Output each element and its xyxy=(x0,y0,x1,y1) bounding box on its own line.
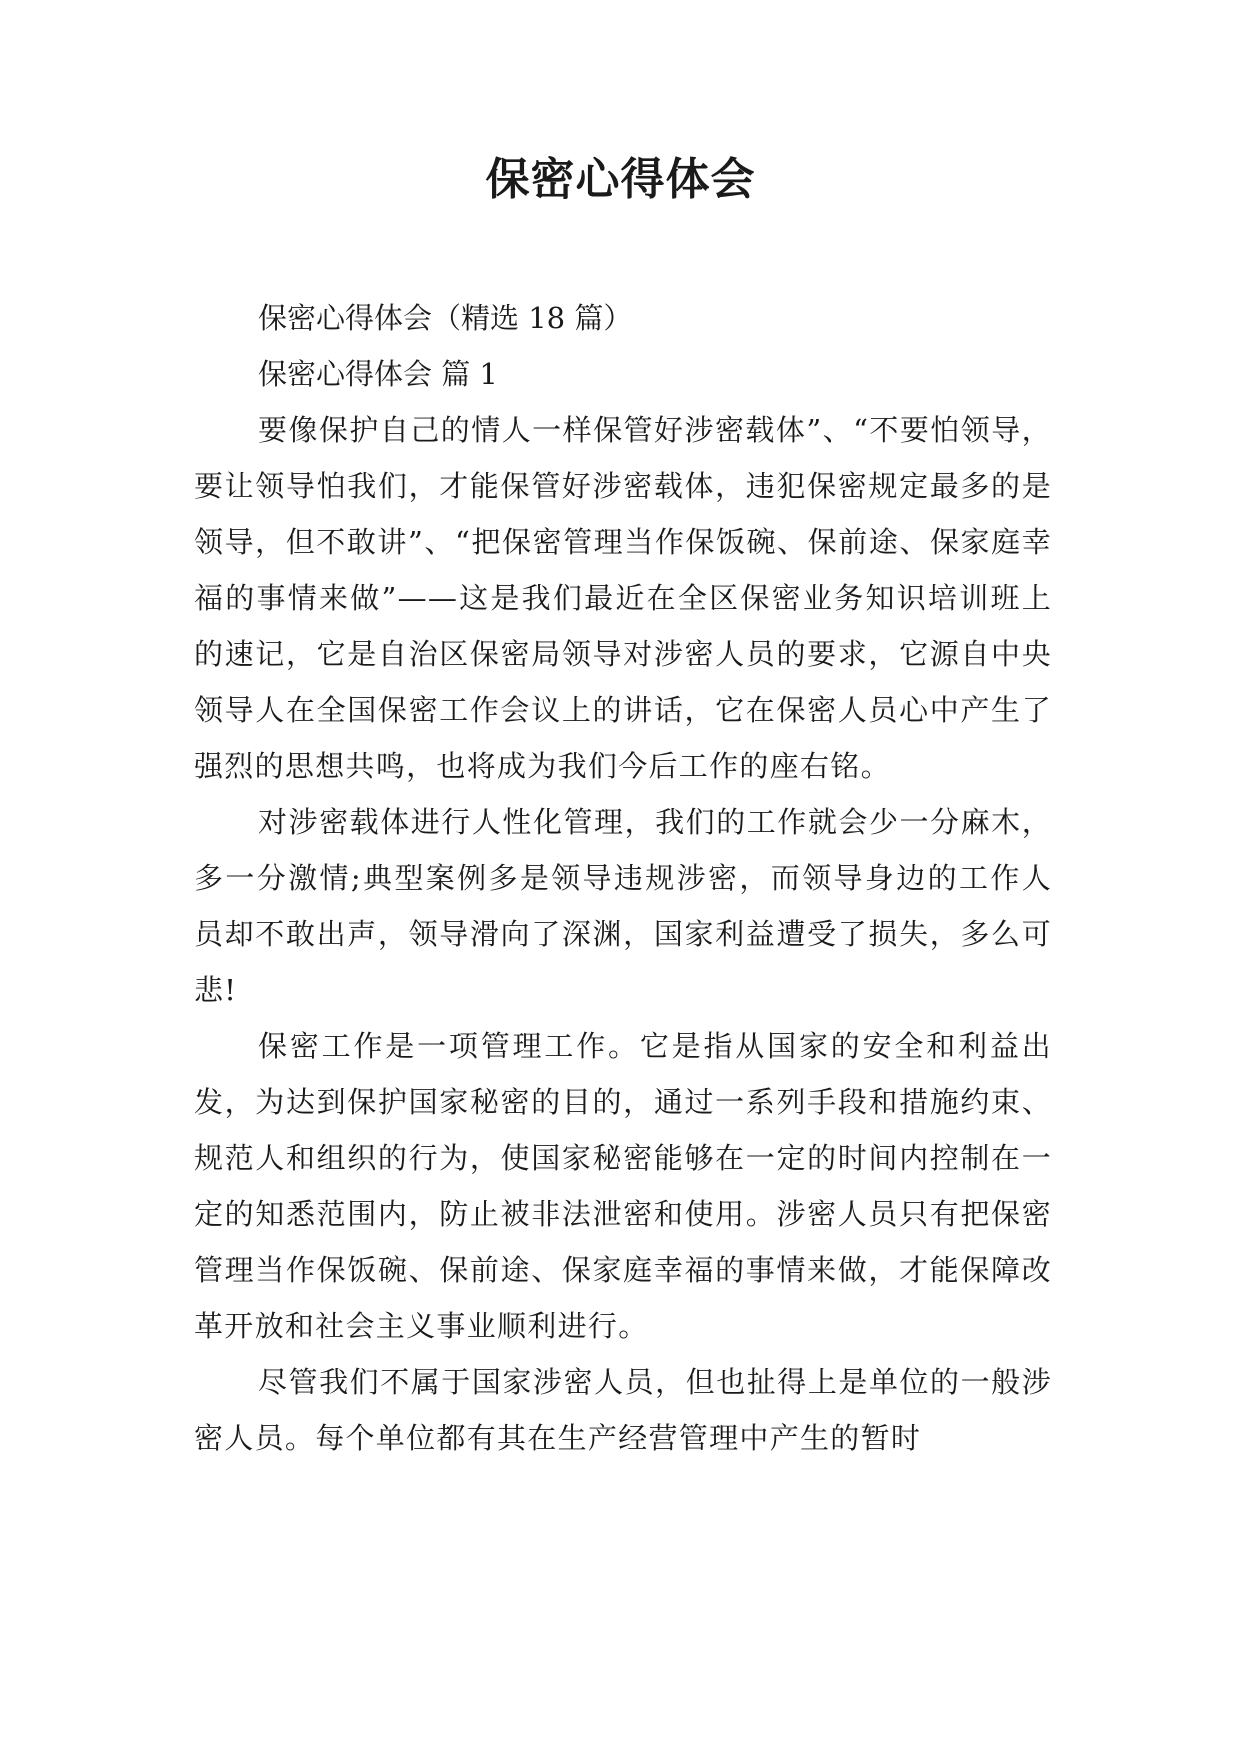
section-heading: 保密心得体会 篇 1 xyxy=(258,357,498,391)
document-subtitle: 保密心得体会（精选 18 篇） xyxy=(258,301,633,335)
body-paragraph-1: 要像保护自己的情人一样保管好涉密载体”、“不要怕领导，要让领导怕我们，才能保管好涉密载体，违犯保密规定最多的是领导，但不敢讲”、“把保密管理当作保饭碗、保前途、保家庭幸福的事情来做”——这是我们最近在全区保密业务知识培训班上的速记，它是自治区保密局领导对涉密人员的要求，它源自中央领导人在全国保密工作会议上的讲话，它在保密人员心中产生了强烈的思想共鸣，也将成为我们今后工作的座右铭。 xyxy=(194,413,1052,783)
document-body xyxy=(194,290,1052,1466)
body-paragraph-4: 尽管我们不属于国家涉密人员，但也扯得上是单位的一般涉密人员。每个单位都有其在生产经营管理中产生的暂时 xyxy=(194,1365,1052,1455)
body-paragraph-2: 对涉密载体进行人性化管理，我们的工作就会少一分麻木，多一分激情;典型案例多是领导违规涉密，而领导身边的工作人员却不敢出声，领导滑向了深渊，国家利益遭受了损失，多么可悲! xyxy=(194,805,1052,1007)
body-paragraph-3: 保密工作是一项管理工作。它是指从国家的安全和利益出发，为达到保护国家秘密的目的，通过一系列手段和措施约束、规范人和组织的行为，使国家秘密能够在一定的时间内控制在一定的知悉范围内，防止被非法泄密和使用。涉密人员只有把保密管理当作保饭碗、保前途、保家庭幸福的事情来做，才能保障改革开放和社会主义事业顺利进行。 xyxy=(194,1029,1052,1343)
document-title: 保密心得体会 xyxy=(485,154,756,205)
